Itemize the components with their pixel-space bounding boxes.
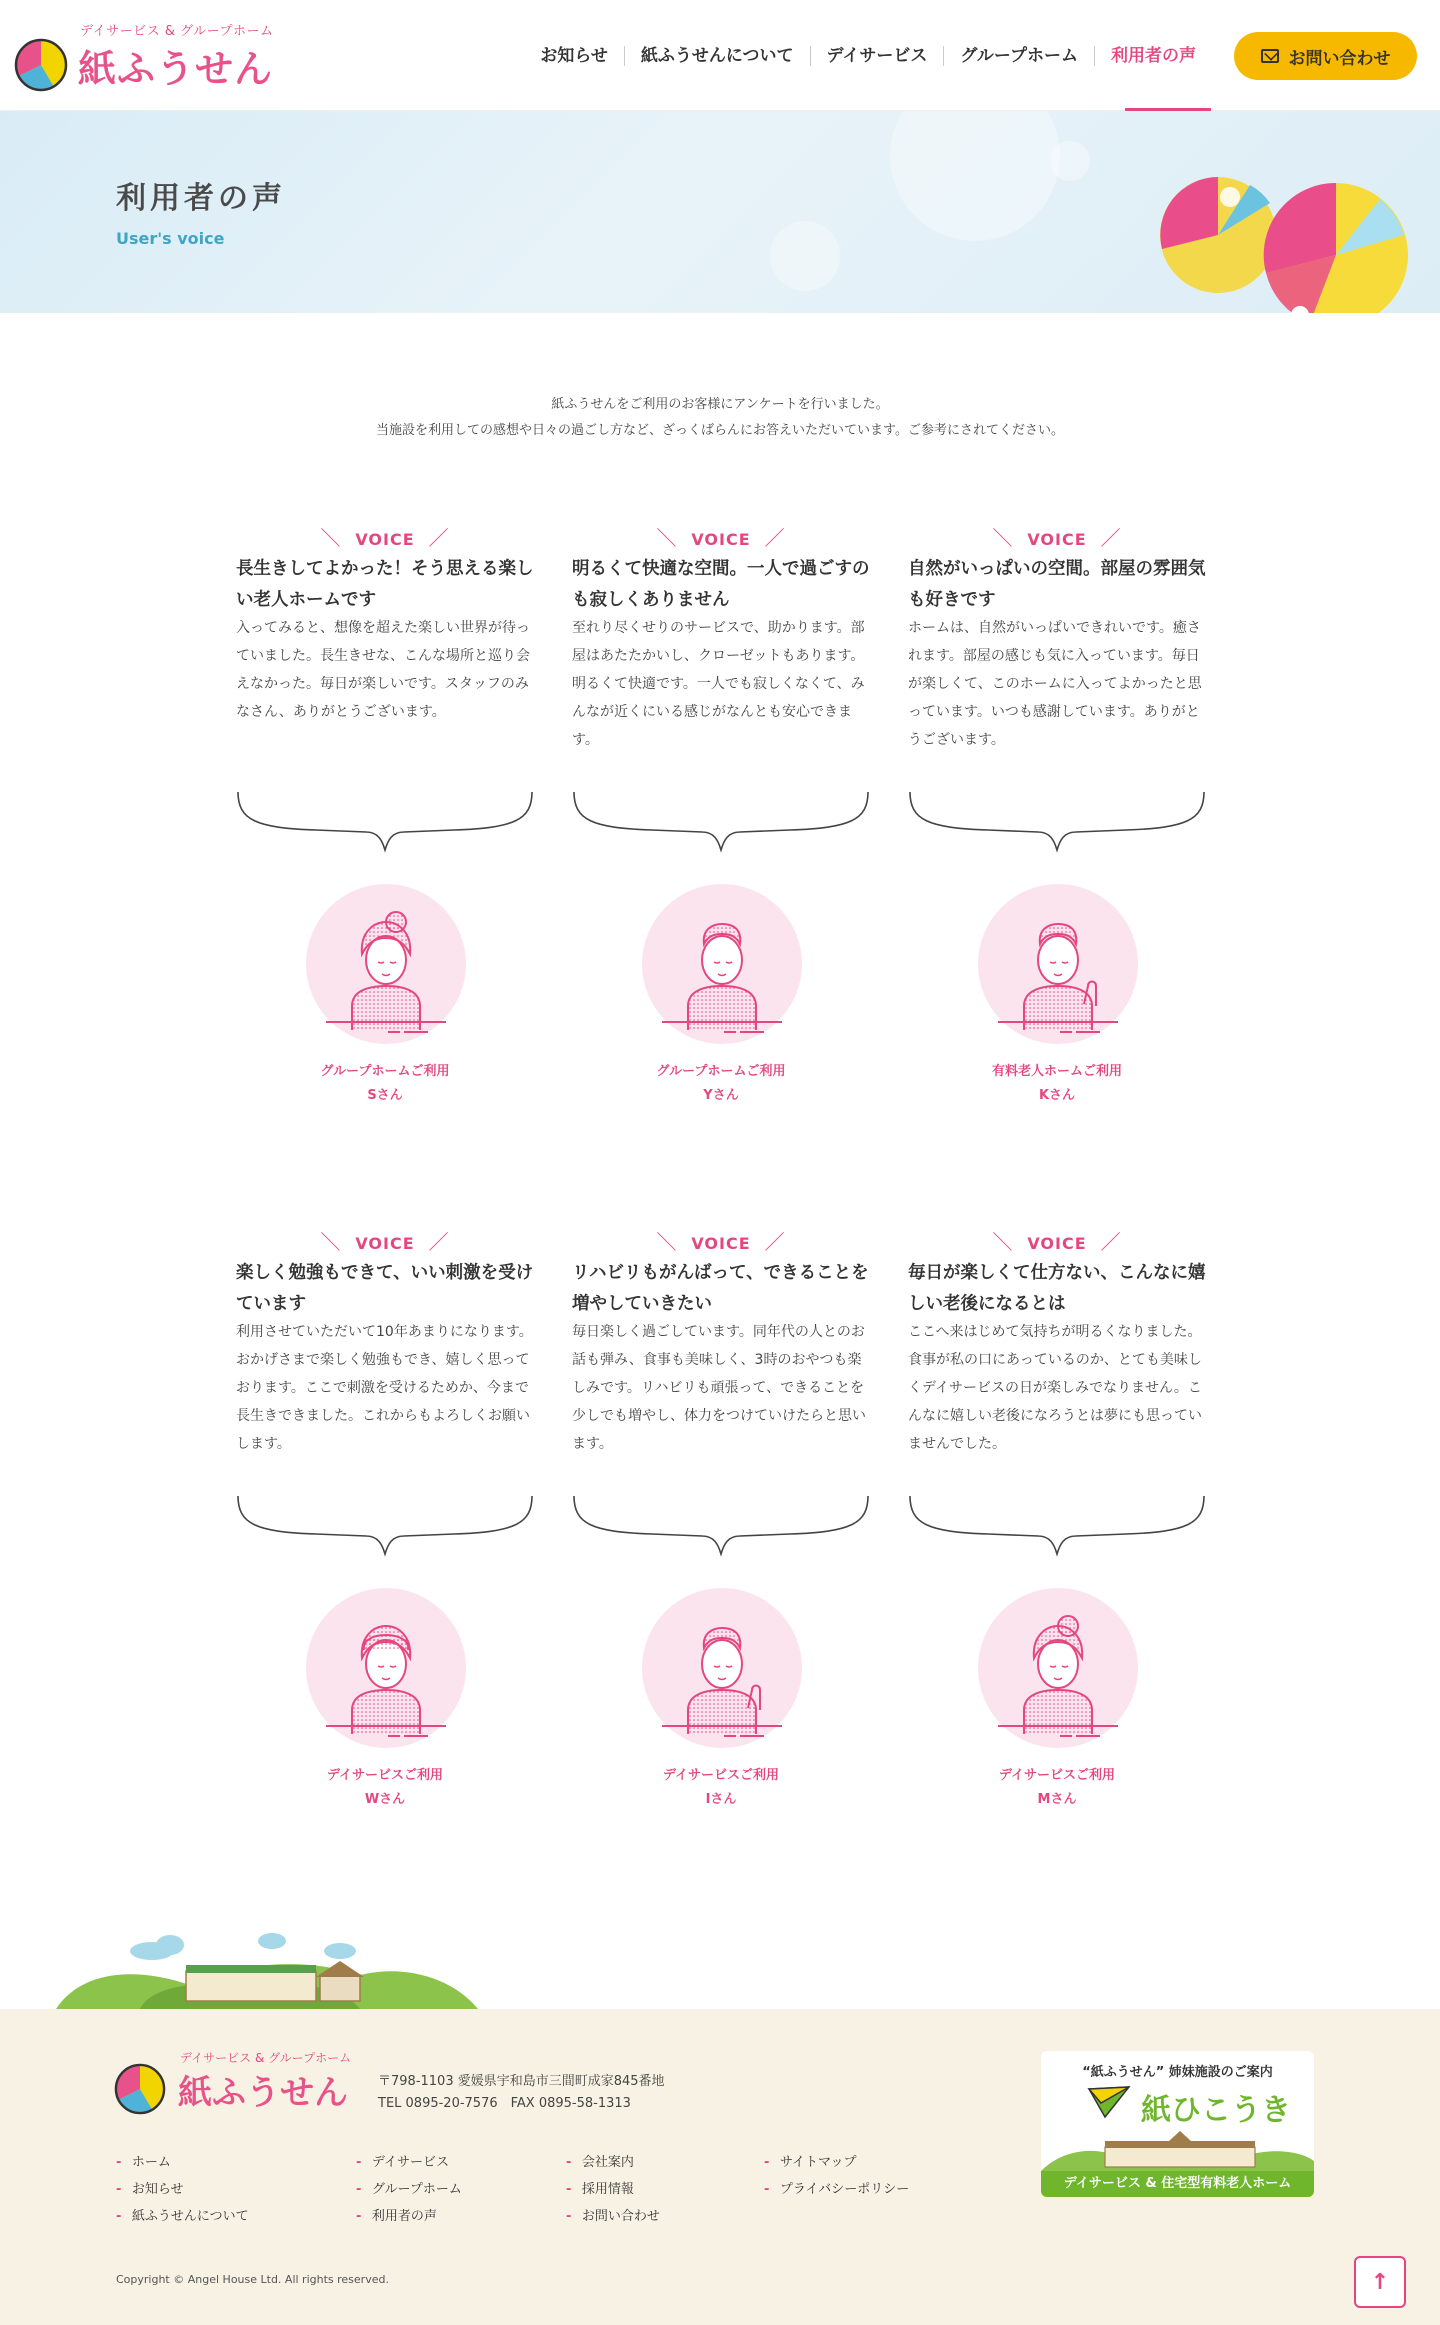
contact-button[interactable] <box>1234 32 1417 80</box>
logo-tagline: デイサービス & グループホーム <box>80 24 274 39</box>
footer-links-col-3 <box>566 2149 660 2230</box>
user-name: Iさん <box>705 1792 737 1807</box>
footer-link-dayservice[interactable]: - デイサービス <box>356 2149 462 2176</box>
sister-banner-name: 紙ひこうき <box>1141 2093 1291 2128</box>
voice-label-text: VOICE <box>1027 1234 1087 1253</box>
voice-card <box>236 1096 534 1807</box>
elderly-man-waving-icon <box>976 882 1140 1046</box>
footer-link-voice[interactable]: - 利用者の声 <box>356 2203 462 2230</box>
page-title: 利用者の声 <box>116 181 286 216</box>
nav-item-voice[interactable]: 利用者の声 <box>1094 46 1212 66</box>
footer-link-home[interactable]: - ホーム <box>116 2149 249 2176</box>
page-top-button[interactable] <box>1354 2256 1406 2308</box>
speech-brace-divider <box>572 1494 870 1564</box>
speech-brace-divider <box>908 1494 1206 1564</box>
footer-link-about[interactable]: - 紙ふうせんについて <box>116 2203 249 2230</box>
hero-bubble-decoration <box>770 221 840 291</box>
voice-label-text: VOICE <box>1027 530 1087 549</box>
copyright: Copyright © Angel House Ltd. All rights reserved. <box>116 2273 389 2286</box>
voice-body: 利用させていただいて10年あまりになります。おかげさまで楽しく勉強もでき、嬉しく思っております。ここで刺激を受けるためか、今まで長生きできました。これからもよろしくお願いします。 <box>236 1324 533 1452</box>
voice-card <box>908 1096 1206 1807</box>
nav-item-grouphome[interactable]: グループホーム <box>943 46 1094 66</box>
nav-item-news[interactable]: お知らせ <box>540 46 608 66</box>
elderly-woman-curly-icon <box>304 1586 468 1750</box>
arrow-up-icon: ↑ <box>1370 2269 1390 2295</box>
footer-link-company[interactable]: - 会社案内 <box>566 2149 660 2176</box>
user-name: Sさん <box>367 1088 403 1103</box>
footer-link-contact[interactable]: - お問い合わせ <box>566 2203 660 2230</box>
user-category: 有料老人ホームご利用 <box>991 1064 1122 1079</box>
speech-brace-divider <box>236 790 534 860</box>
voice-card <box>908 392 1206 1103</box>
footer-address-block <box>378 2071 665 2115</box>
mail-icon <box>1261 49 1279 63</box>
voice-title: 明るくて快適な空間。一人で過ごすのも寂しくありません <box>572 559 870 610</box>
sister-banner-caption: デイサービス & 住宅型有料老人ホーム <box>1041 2171 1314 2197</box>
speech-brace-divider <box>236 1494 534 1564</box>
balloon-logo-icon <box>14 38 68 92</box>
footer-link-recruit[interactable]: - 採用情報 <box>566 2176 660 2203</box>
voice-label: ＼ VOICE ／ <box>320 1230 450 1254</box>
sister-facility-illustration <box>1041 2111 1314 2171</box>
footer-address: 〒798-1103 愛媛県宇和島市三間町成家845番地 <box>378 2074 665 2089</box>
site-header <box>0 0 1440 111</box>
voice-title: 毎日が楽しくて仕方ない、こんなに嬉しい老後になるとは <box>908 1263 1206 1314</box>
elderly-man-waving-icon <box>640 1586 804 1750</box>
intro-line-2: 当施設を利用しての感想や日々の過ごし方など、ざっくばらんにお答えいただいています。ご参考にされてください。 <box>376 423 1064 438</box>
sister-facility-banner[interactable] <box>1041 2051 1314 2197</box>
user-name: Wさん <box>364 1792 406 1807</box>
user-category: グループホームご利用 <box>656 1064 786 1079</box>
user-category: デイサービスご利用 <box>662 1768 780 1783</box>
footer-tel-fax: TEL 0895-20-7576 FAX 0895-58-1313 <box>378 2096 631 2111</box>
voice-label-text: VOICE <box>355 1234 415 1253</box>
user-name: Yさん <box>703 1088 739 1103</box>
page-subtitle: User's voice <box>116 229 225 248</box>
voice-title: 楽しく勉強もできて、いい刺激を受けています <box>236 1263 534 1314</box>
footer-link-grouphome[interactable]: - グループホーム <box>356 2176 462 2203</box>
contact-button-label: お問い合わせ <box>1288 48 1391 69</box>
user-category: デイサービスご利用 <box>326 1768 444 1783</box>
voice-label-text: VOICE <box>691 1234 751 1253</box>
footer-logo-tagline: デイサービス & グループホーム <box>180 2051 352 2065</box>
voice-label-text: VOICE <box>691 530 751 549</box>
footer-links-col-1 <box>116 2149 249 2230</box>
voice-title: 長生きしてよかった！そう思える楽しい老人ホームです <box>236 559 534 610</box>
voice-title: 自然がいっぱいの空間。部屋の雰囲気も好きです <box>908 559 1206 610</box>
footer-links <box>116 2149 976 2239</box>
voice-label-text: VOICE <box>355 530 415 549</box>
sister-banner-title: “紙ふうせん” 姉妹施設のご案内 <box>1082 2065 1273 2080</box>
user-category: グループホームご利用 <box>320 1064 450 1079</box>
hero-bubble-decoration <box>890 111 1060 241</box>
footer-link-sitemap[interactable]: - サイトマップ <box>764 2149 909 2176</box>
hero-bubble-decoration <box>1050 141 1090 181</box>
footer-links-col-2 <box>356 2149 462 2230</box>
voice-label: ＼ VOICE ／ <box>992 1230 1122 1254</box>
user-name: Kさん <box>1038 1088 1076 1103</box>
nav-item-dayservice[interactable]: デイサービス <box>810 46 944 66</box>
logo-name: 紙ふうせん <box>78 47 274 91</box>
user-category: デイサービスご利用 <box>998 1768 1116 1783</box>
voice-body: 至れり尽くせりのサービスで、助かります。部屋はあたたかいし、クローゼットもあります。明るくて快適です。一人でも寂しくなくて、みんなが近くにいる感じがなんとも安心できます。 <box>572 620 865 748</box>
speech-brace-divider <box>572 790 870 860</box>
elderly-woman-bun-icon <box>976 1586 1140 1750</box>
voice-label: ＼ VOICE ／ <box>656 1230 786 1254</box>
site-logo[interactable] <box>14 18 274 93</box>
speech-brace-divider <box>908 790 1206 860</box>
site-footer <box>0 2009 1440 2325</box>
nav-item-about[interactable]: 紙ふうせんについて <box>624 46 810 66</box>
footer-link-privacy[interactable]: - プライバシーポリシー <box>764 2176 909 2203</box>
footer-links-col-4 <box>764 2149 909 2203</box>
voice-card <box>236 392 534 1103</box>
elderly-woman-bun-icon <box>304 882 468 1046</box>
balloon-logo-icon <box>114 2063 166 2115</box>
footer-link-news[interactable]: - お知らせ <box>116 2176 249 2203</box>
footer-logo[interactable] <box>114 2049 354 2119</box>
voice-body: ここへ来はじめて気持ちが明るくなりました。食事が私の口にあっているのか、とても美味しくデイサービスの日が楽しみでなりません。こんなに嬉しい老後になろうとは夢にも思っていませんでした。 <box>908 1324 1202 1452</box>
elderly-man-smiling-icon <box>640 882 804 1046</box>
intro-line-1: 紙ふうせんをご利用のお客様にアンケートを行いました。 <box>551 397 889 412</box>
page-hero <box>0 111 1440 313</box>
voice-body: 毎日楽しく過ごしています。同年代の人とのお話も弾み、食事も美味しく、3時のおやつも楽しみです。リハビリも頑張って、できることを少しでも増やし、体力をつけていけたらと思います。 <box>572 1324 866 1452</box>
voice-label: ＼ VOICE ／ <box>320 526 450 550</box>
balloons-illustration-icon <box>1140 163 1410 313</box>
voice-label: ＼ VOICE ／ <box>656 526 786 550</box>
footer-landscape-illustration <box>0 1925 1440 2009</box>
voice-title: リハビリもがんばって、できることを増やしていきたい <box>572 1263 869 1314</box>
voice-card <box>572 392 870 1103</box>
voice-label: ＼ VOICE ／ <box>992 526 1122 550</box>
global-nav <box>524 38 1212 74</box>
voice-body: 入ってみると、想像を超えた楽しい世界が待っていました。長生きせな、こんな場所と巡り会えなかった。毎日が楽しいです。スタッフのみなさん、ありがとうございます。 <box>236 620 530 720</box>
voice-card <box>572 1096 870 1807</box>
footer-logo-name: 紙ふうせん <box>178 2073 348 2113</box>
voice-body: ホームは、自然がいっぱいできれいです。癒されます。部屋の感じも気に入っています。毎日が楽しくて、このホームに入ってよかったと思っています。いつも感謝しています。ありがとうございます。 <box>908 620 1202 748</box>
user-name: Mさん <box>1037 1792 1077 1807</box>
